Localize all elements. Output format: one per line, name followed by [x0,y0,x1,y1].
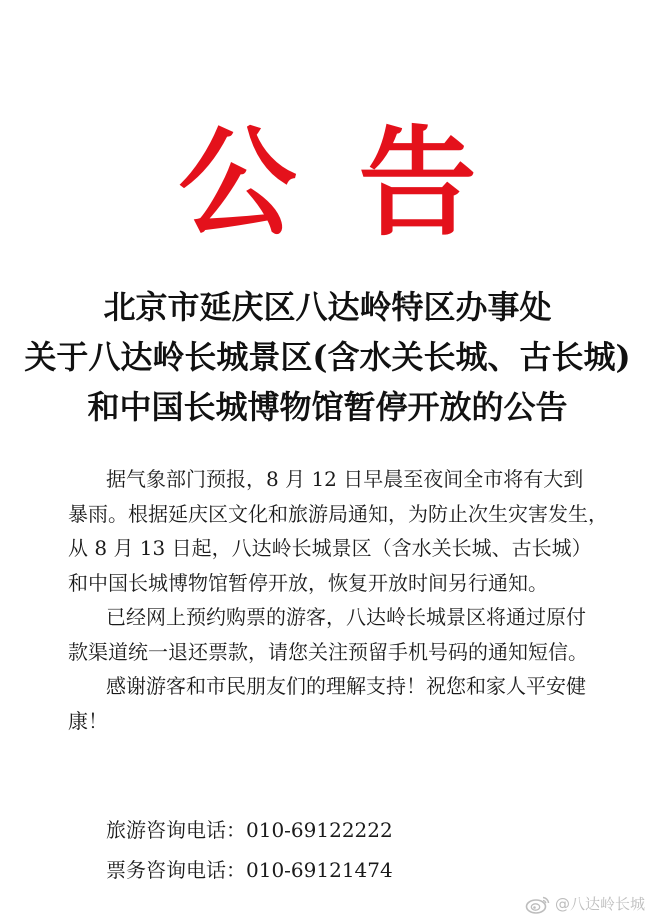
body-line: 康！ [68,708,108,733]
weibo-logo-icon [525,894,551,914]
notice-banner: 公告 [178,113,539,252]
body-line: 暴雨。根据延庆区文化和旅游局通知，为防止次生灾害发生， [68,501,608,526]
tourism-hotline: 旅游咨询电话：010-69122222 [106,818,393,842]
notice-body [68,462,608,738]
body-line: 已经网上预约购票的游客，八达岭长城景区将通过原付 [106,605,586,629]
ticket-hotline: 票务咨询电话：010-69121474 [106,858,393,882]
body-line: 和中国长城博物馆暂停开放，恢复开放时间另行通知。 [68,570,548,595]
watermark-text: @八达岭长城 [554,895,645,913]
contact-info [106,810,393,890]
weibo-watermark [525,893,645,914]
title-line: 北京市延庆区八达岭特区办事处 [103,288,552,326]
body-line: 从 8 月 13 日起，八达岭长城景区（含水关长城、古长城） [68,536,592,560]
notice-title [0,282,655,432]
body-line: 据气象部门预报，8 月 12 日早晨至夜间全市将有大到 [106,467,584,491]
body-line: 感谢游客和市民朋友们的理解支持！祝您和家人平安健 [106,674,586,698]
title-line: 和中国长城博物馆暂停开放的公告 [87,388,568,426]
body-line: 款渠道统一退还票款，请您关注预留手机号码的通知短信。 [68,639,588,664]
title-line: 关于八达岭长城景区(含水关长城、古长城) [24,338,631,376]
